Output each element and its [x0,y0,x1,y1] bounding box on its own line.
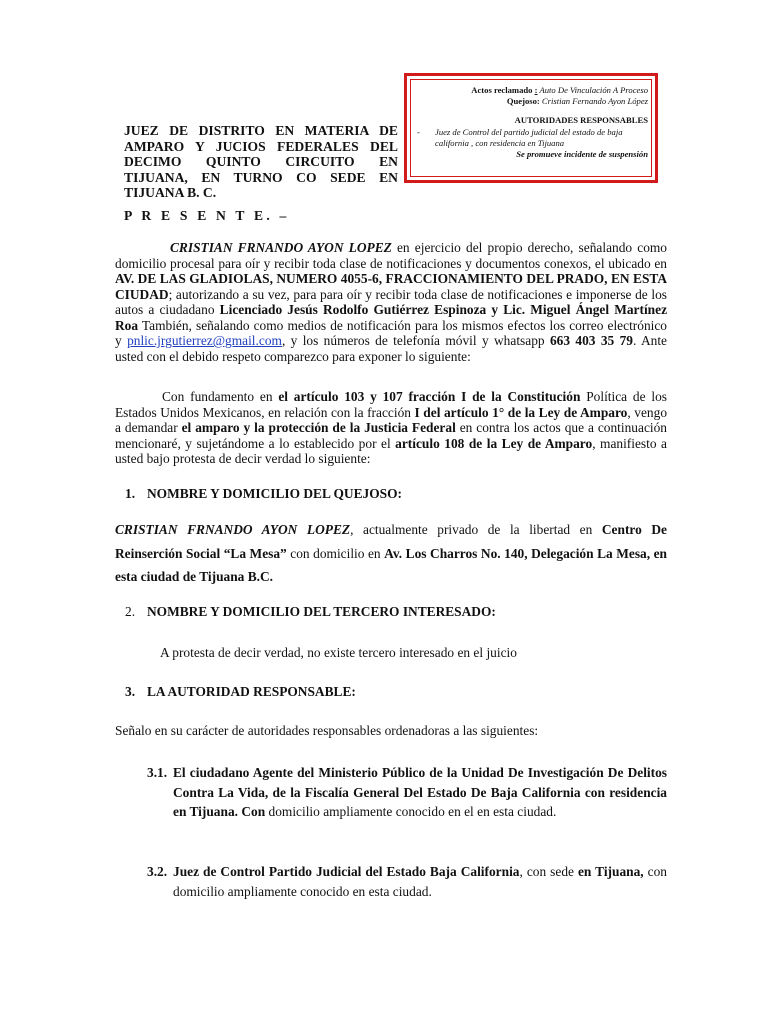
tercero-text: A protesta de decir verdad, no existe tercero interesado en el juicio [160,645,517,660]
quejoso-value: Cristian Fernando Ayon López [541,96,648,107]
phone-number: 663 403 35 79 [549,333,633,348]
fundamento-paragraph: Con fundamento en el artículo 103 y 107 fracción I de la Constitución Política de los Estados Unidos Mexicanos, en relación con la fracción I del artículo 1° de la Ley de Amparo, vengo a demandar el amparo y la protección de la Justicia Federal en contra los actos que a continuación mencionaré, y sujetándome a lo establecido por el artículo 108 de la Ley de Amparo, manifiesto a usted bajo protesta de decir verdad lo siguiente: [115,389,668,466]
quejoso-line [417,96,648,107]
email-link[interactable]: pnlic.jrgutierrez@gmail.com [127,333,282,348]
actos-label: Actos reclamado [471,85,535,95]
autoridad-text: Juez de Control del partido judicial del estado de baja california , con residencia en Tijuana [435,126,623,148]
presente-heading: P R E S E N T E. – [124,208,290,223]
quejoso-label: Quejoso: [506,96,542,107]
senalo-text: Señalo en su carácter de autoridades responsables ordenadoras a las siguientes: [115,723,539,738]
list-item: 3.2. Juez de Control Partido Judicial del Estado Baja California, con sede en Tijuana, con domicilio ampliamente conocido en esta ciudad. [147,864,667,899]
actos-colon: : [534,85,538,95]
section-2-heading: 2. NOMBRE Y DOMICILIO DEL TERCERO INTERESADO: [125,604,496,619]
actos-reclamado-line [417,85,648,96]
section-3-heading: 3. LA AUTORIDAD RESPONSABLE: [125,684,356,699]
addressee-block: JUEZ DE DISTRITO EN MATERIA DE AMPARO Y JUCIOS FEDERALES DEL DECIMO QUINTO CIRCUITO EN TIJUANA, EN TURNO CO SEDE EN TIJUANA B. C. [124,123,398,201]
quejoso-name: CRISTIAN FRNANDO AYON LOPEZ [115,522,351,537]
list-dash: - [417,126,420,137]
list-item: 3.1. El ciudadano Agente del Ministerio Público de la Unidad De Investigación De Delitos Contra La Vida, de la Fiscalía General Del Estado De Baja California con residencia en Tijuana. Con domicilio ampliamente conocido en el en esta ciudad. [147,765,667,819]
actos-value: Auto De Vinculación A Proceso [537,85,648,95]
domicilio-address: AV. DE LAS GLADIOLAS, NUMERO 4055-6, FRACCIONAMIENTO DEL PRADO, EN ESTA CIUDAD [115,271,667,302]
promovente-name: CRISTIAN FRNANDO AYON LOPEZ [170,240,392,255]
autoridades-title: AUTORIDADES RESPONSABLES [514,115,648,126]
intro-paragraph: CRISTIAN FRNANDO AYON LOPEZ en ejercicio del propio derecho, señalando como domicilio procesal para oír y recibir toda clase de notificaciones y documentos conexos, el ubicado en AV. DE LAS GLADIOLAS, NUMERO 4055-6, FRACCIONAMIENTO DEL PRADO, EN ESTA CIUDAD; autorizando a su vez, para para oír y recibir toda clase de notificaciones e imponerse de los autos a ciudadano Licenciado Jesús Rodolfo Gutiérrez Espinoza y Lic. Miguel Ángel Martínez Roa También, señalando como medios de notificación para los mismos efectos los correo electrónico y pnlic.jrgutierrez@gmail.com, y los números de telefonía móvil y whatsapp 663 403 35 79. Ante usted con el debido respeto comparezco para exponer lo siguiente: [115,240,668,364]
incidente-line: Se promueve incidente de suspensión [516,149,648,160]
stamp-box-inner [410,79,652,177]
stamp-box [404,73,658,183]
autorizados-names: Licenciado Jesús Rodolfo Gutiérrez Espinoza y Lic. Miguel Ángel Martínez Roa [115,302,668,333]
section-1-heading: 1. NOMBRE Y DOMICILIO DEL QUEJOSO: [125,486,402,501]
quejoso-paragraph: CRISTIAN FRNANDO AYON LOPEZ, actualmente privado de la libertad en Centro De Reinserción Social “La Mesa” con domicilio en Av. Los Charros No. 140, Delegación La Mesa, en esta ciudad de Tijuana B.C. [115,522,668,584]
autoridad-list-item [417,127,648,149]
